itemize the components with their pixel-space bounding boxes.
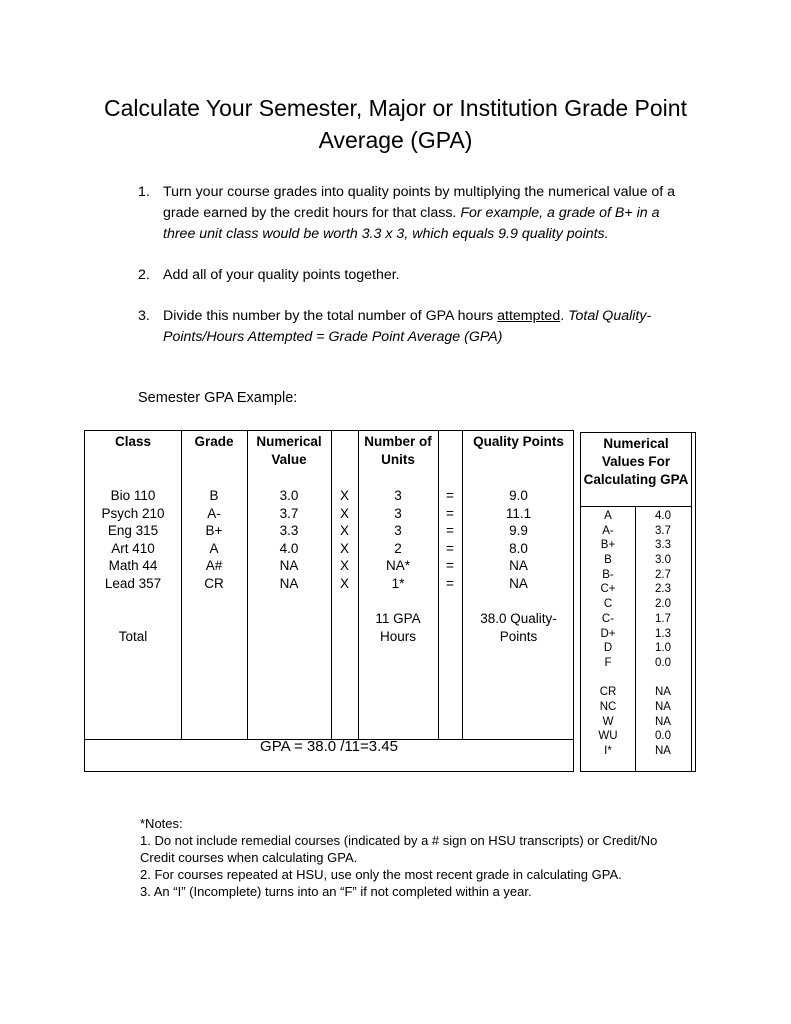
multiply-sign: X [339, 505, 349, 521]
scale-value: 1.0 [655, 642, 671, 655]
cell-units: NA* [385, 558, 410, 574]
scale-value: NA [655, 700, 671, 713]
cell-units: 3 [394, 488, 402, 503]
scale-grade: NC [599, 700, 617, 713]
equals-sign: = [446, 505, 454, 521]
scale-value: 3.7 [655, 524, 671, 537]
scale-value: 4.0 [655, 510, 671, 522]
step-number: 3. [138, 308, 150, 324]
scale-value: NA [655, 686, 671, 699]
header-class: Class [114, 434, 152, 449]
step-underlined: attempted [497, 308, 561, 324]
cell-grade: A# [205, 558, 223, 574]
cell-qp: NA [509, 575, 528, 591]
cell-qp: 9.0 [509, 488, 528, 503]
notes [140, 815, 700, 900]
cell-class: Art 410 [111, 540, 155, 556]
title-line-2: Average (GPA) [318, 127, 473, 153]
scale-grade: D+ [600, 627, 616, 640]
multiply-sign: X [339, 540, 349, 556]
cell-value: 3.7 [279, 505, 299, 521]
equals-sign: = [446, 575, 454, 591]
units-column [358, 487, 438, 645]
cell-class: Bio 110 [110, 488, 156, 503]
scale-grade: A [604, 510, 612, 522]
scale-value-column [635, 509, 691, 759]
equals-sign: = [446, 523, 454, 539]
total-label: Total [118, 628, 148, 644]
steps-list [138, 182, 683, 368]
cell-class: Math 44 [108, 558, 158, 574]
scale-grade: A- [602, 524, 614, 537]
note-line: 1. Do not include remedial courses (indicated by a # sign on HSU transcripts) or Credit/No [140, 833, 658, 848]
cell-class: Eng 315 [107, 523, 159, 539]
multiply-sign: X [339, 558, 349, 574]
scale-grade: C- [601, 612, 615, 625]
multiply-sign: X [339, 488, 349, 503]
cell-grade: CR [204, 575, 224, 591]
step-2 [138, 265, 683, 286]
value-column [247, 487, 331, 593]
step-text: Turn your course grades into quality points by multiplying the numerical value of a grade earned by the credit hours for that class. [163, 184, 676, 221]
cell-grade: A- [207, 505, 221, 521]
total-quality-points: 38.0 Quality-Points [480, 611, 557, 644]
header-quality-points: Quality Points [473, 434, 564, 449]
step-number: 1. [138, 184, 150, 200]
cell-units: 2 [394, 540, 402, 556]
grade-scale-header: Numerical Values For Calculating GPA [583, 436, 689, 487]
step-3 [138, 306, 683, 348]
scale-grade: C+ [600, 583, 616, 596]
note-line: Credit courses when calculating GPA. [140, 850, 358, 865]
step-number: 2. [138, 267, 150, 283]
scale-grade: W [602, 715, 614, 728]
scale-grade: F [604, 656, 612, 669]
title-line-1: Calculate Your Semester, Major or Institution Grade Point [104, 95, 687, 121]
header-numerical-value: Numerical Value [256, 434, 322, 467]
step-example: For example, a grade of B+ in a three unit class would be worth 3.3 x 3, which equals 9.9 quality points. [163, 205, 660, 242]
cell-qp: NA [509, 558, 528, 574]
equals-sign: = [446, 540, 454, 556]
scale-value: NA [655, 745, 671, 757]
page-title [80, 92, 711, 156]
scale-value: 0.0 [655, 730, 671, 743]
grade-column [181, 487, 247, 593]
header-grade: Grade [194, 434, 234, 449]
cell-grade: A [209, 540, 219, 556]
multiply-column [331, 487, 358, 593]
class-column [85, 487, 181, 645]
scale-grade: B [604, 554, 612, 567]
scale-value: 3.0 [655, 554, 671, 567]
step-punct: . [560, 308, 565, 324]
scale-grade: I* [604, 745, 612, 757]
scale-grade: C [603, 598, 613, 611]
multiply-sign: X [339, 523, 349, 539]
cell-grade: B [209, 488, 219, 503]
scale-grade-column [581, 509, 635, 759]
total-units: 11 GPA Hours [375, 611, 421, 644]
scale-grade: B- [602, 568, 614, 581]
scale-grade: WU [598, 730, 618, 743]
multiply-sign: X [339, 575, 349, 591]
scale-value: 2.7 [655, 568, 671, 581]
row-divider [581, 506, 691, 507]
scale-grade: CR [599, 686, 617, 699]
cell-class: Psych 210 [101, 505, 165, 521]
cell-qp: 11.1 [505, 505, 532, 521]
scale-value: 0.0 [655, 656, 671, 669]
scale-value: 1.3 [655, 627, 671, 640]
step-text: Divide this number by the total number of GPA hours [163, 308, 494, 324]
step-1 [138, 182, 683, 245]
grade-scale-inner [581, 433, 692, 771]
grade-scale-table [580, 432, 696, 772]
scale-value: 3.3 [655, 539, 671, 552]
scale-grade: B+ [600, 539, 616, 552]
scale-value: 2.0 [655, 598, 671, 611]
note-line: 2. For courses repeated at HSU, use only the most recent grade in calculating GPA. [140, 867, 622, 882]
cell-units: 3 [394, 505, 402, 521]
example-label: Semester GPA Example: [138, 390, 298, 406]
quality-points-column [462, 487, 575, 645]
cell-value: NA [279, 558, 299, 574]
cell-qp: 9.9 [509, 523, 528, 539]
equals-sign: = [446, 488, 454, 503]
cell-units: 3 [394, 523, 402, 539]
cell-grade: B+ [205, 523, 223, 539]
notes-heading: *Notes: [140, 816, 183, 831]
cell-value: 3.3 [279, 523, 299, 539]
cell-class: Lead 357 [104, 575, 162, 591]
header-units: Number of Units [364, 434, 432, 467]
equals-sign: = [446, 558, 454, 574]
cell-units: 1* [391, 575, 405, 591]
cell-value: 3.0 [279, 488, 299, 503]
scale-value: 2.3 [655, 583, 671, 596]
gpa-example-table [84, 430, 574, 772]
cell-qp: 8.0 [509, 540, 528, 556]
step-formula: Total Quality-Points/Hours Attempted = Grade Point Average (GPA) [163, 308, 652, 345]
cell-value: 4.0 [279, 540, 299, 556]
scale-value: NA [655, 715, 671, 728]
equals-column [438, 487, 462, 593]
gpa-result: GPA = 38.0 /11=3.45 [260, 738, 398, 755]
scale-value: 1.7 [655, 612, 671, 625]
step-text: Add all of your quality points together. [163, 267, 400, 283]
note-line: 3. An “I” (Incomplete) turns into an “F” if not completed within a year. [140, 884, 532, 899]
cell-value: NA [279, 575, 299, 591]
scale-grade: D [603, 642, 613, 655]
